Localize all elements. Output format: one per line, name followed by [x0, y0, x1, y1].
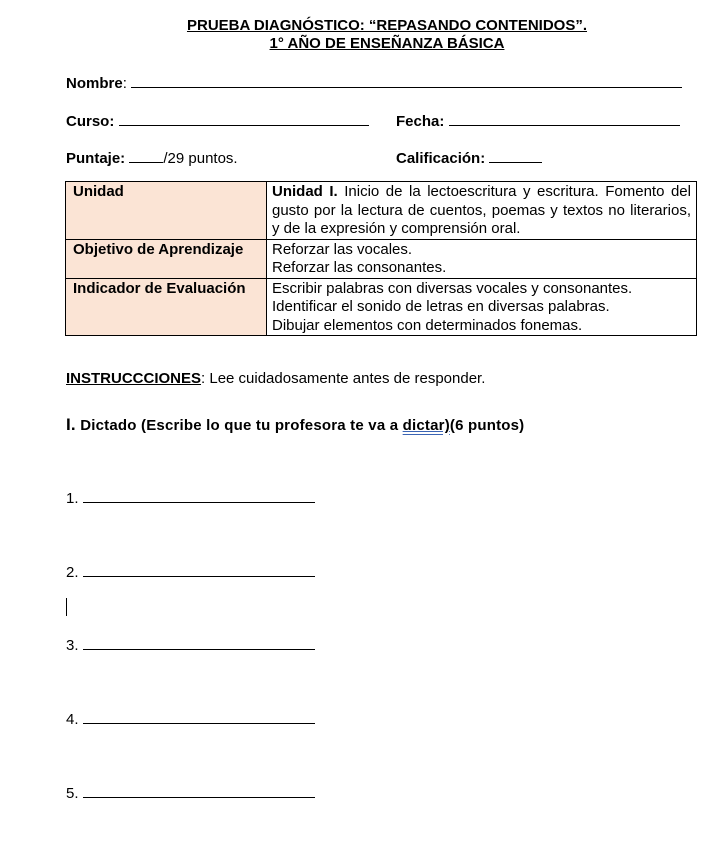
- instructions-text: : Lee cuidadosamente antes de responder.: [201, 370, 486, 387]
- puntaje-field: [66, 148, 238, 168]
- table-row: [66, 239, 697, 278]
- puntaje-suffix: /29 puntos.: [163, 150, 238, 167]
- calificacion-blank[interactable]: [489, 148, 542, 163]
- curso-label: Curso:: [66, 113, 115, 130]
- answer-blank[interactable]: [83, 709, 315, 724]
- section-heading: I. Dictado (Escribe lo que tu profesora te va a dictar)(6 puntos): [66, 415, 525, 434]
- page-title-line2: 1° AÑO DE ENSEÑANZA BÁSICA: [269, 35, 505, 52]
- fecha-blank[interactable]: [449, 111, 680, 126]
- answer-item: 4.: [66, 709, 315, 729]
- answer-item: 3.: [66, 635, 315, 655]
- nombre-field: Nombre:: [66, 73, 682, 93]
- answer-item: 5.: [66, 783, 315, 803]
- row-header: Objetivo de Aprendizaje: [66, 239, 267, 278]
- row-value: Unidad I. Inicio de la lectoescritura y escritura. Fomento del gusto por la lectura de cuentos, poemas y textos no literarios, y de la expresión y comprensión oral.: [267, 182, 697, 240]
- answer-blank[interactable]: [83, 635, 315, 650]
- row-header: Indicador de Evaluación: [66, 278, 267, 336]
- instructions-label: INSTRUCCCIONES: [66, 370, 202, 387]
- table-row: [66, 182, 697, 240]
- spellcheck-underline: dictar): [402, 417, 450, 434]
- page-title-line1: PRUEBA DIAGNÓSTICO: “REPASANDO CONTENIDOS”.: [186, 17, 588, 34]
- answer-item: 2.: [66, 562, 315, 582]
- puntaje-label: Puntaje:: [66, 150, 126, 167]
- fecha-field: [396, 111, 680, 131]
- calificacion-label: Calificación:: [396, 150, 486, 167]
- calificacion-field: [396, 148, 542, 168]
- table-row: [66, 278, 697, 336]
- text-cursor: [66, 598, 67, 616]
- curso-field: [66, 111, 369, 131]
- answer-item: 1.: [66, 488, 315, 508]
- info-table: [65, 181, 697, 336]
- row-value: Escribir palabras con diversas vocales y consonantes. Identificar el sonido de letras en diversas palabras. Dibujar elementos con determinados fonemas.: [267, 278, 697, 336]
- nombre-blank[interactable]: [131, 73, 682, 88]
- row-value: Reforzar las vocales. Reforzar las consonantes.: [267, 239, 697, 278]
- answer-blank[interactable]: [83, 562, 315, 577]
- row-header: Unidad: [66, 182, 267, 240]
- instructions: [66, 370, 485, 388]
- answer-blank[interactable]: [83, 488, 315, 503]
- fecha-label: Fecha:: [396, 113, 445, 130]
- answer-blank[interactable]: [83, 783, 315, 798]
- curso-blank[interactable]: [119, 111, 369, 126]
- puntaje-blank[interactable]: [129, 148, 163, 163]
- nombre-label: Nombre: [66, 75, 123, 92]
